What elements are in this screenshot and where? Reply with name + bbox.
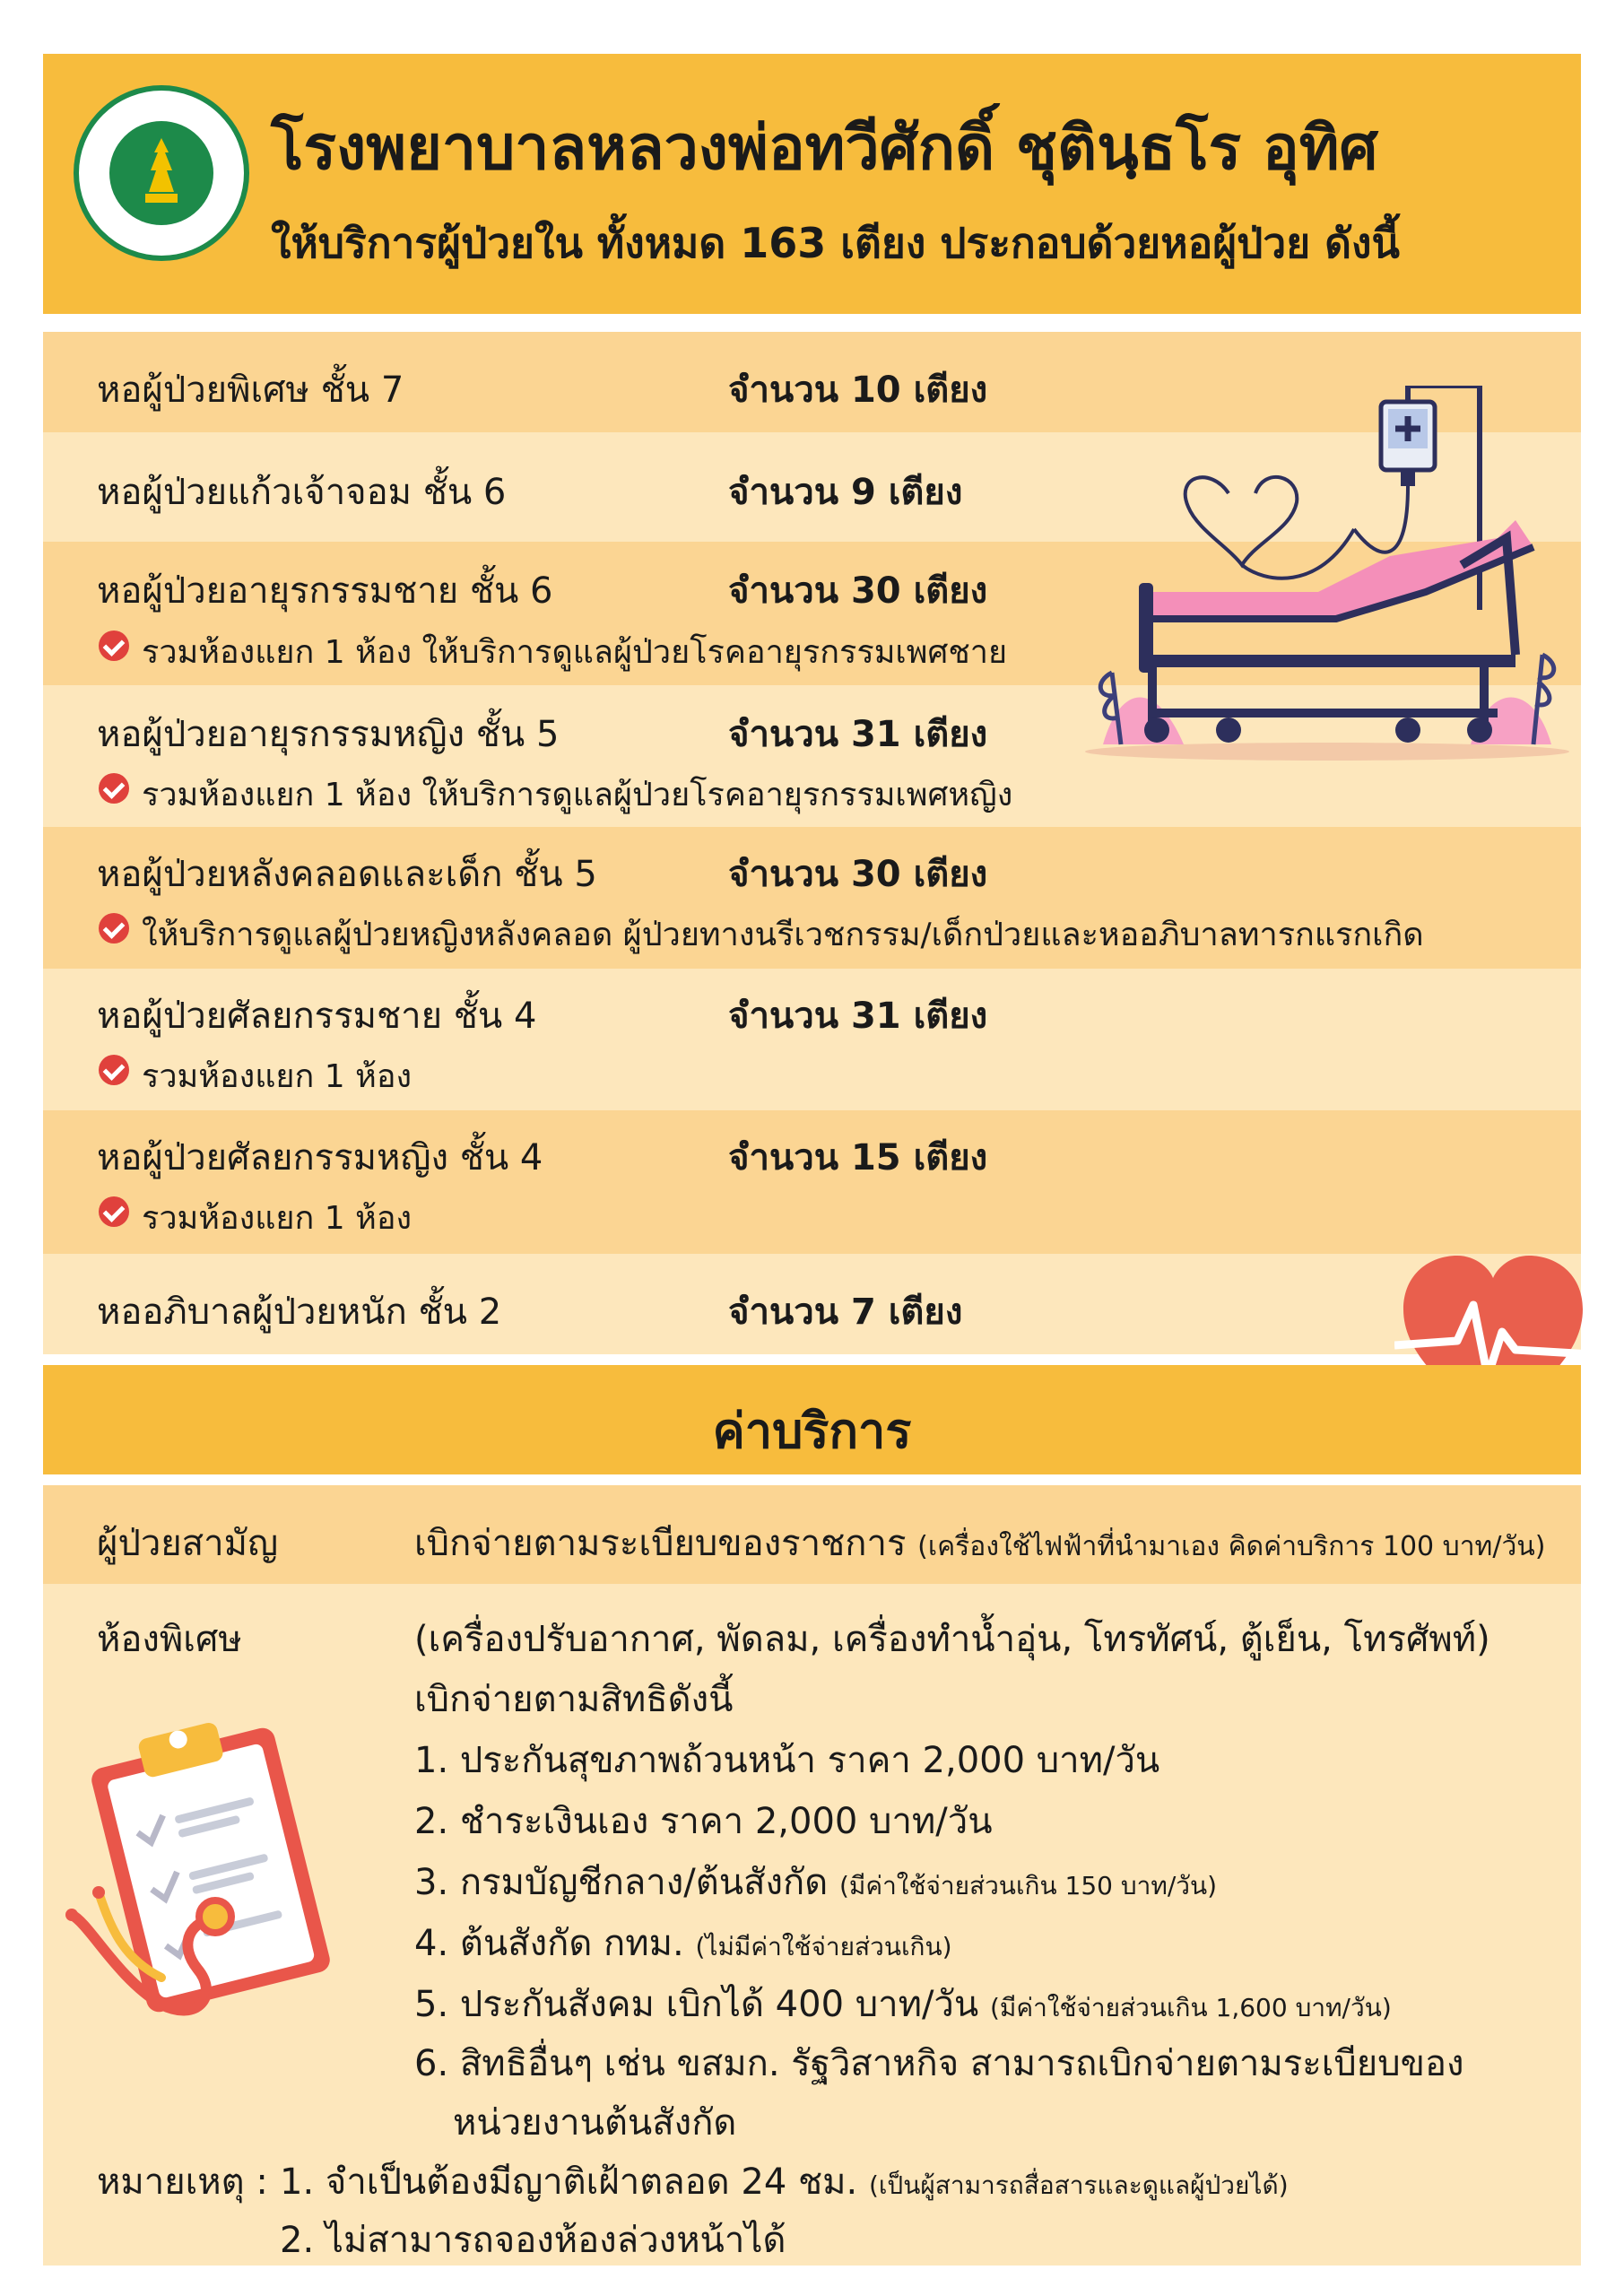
special-item-text: 3. กรมบัญชีกลาง/ต้นสังกัด [414, 1862, 829, 1903]
remark-1 [280, 2152, 1289, 2210]
check-circle-icon [99, 773, 129, 804]
fees-title: ค่าบริการ [712, 1403, 912, 1459]
hospital-title: โรงพยาบาลหลวงพ่อทวีศักดิ์ ชุตินฺธโร อุทิศ [271, 113, 1378, 184]
hospital-emblem-icon [133, 135, 190, 210]
special-intro: เบิกจ่ายตามสิทธิดังนี้ [414, 1679, 734, 1720]
ward-note: รวมห้องแยก 1 ห้อง [142, 1200, 413, 1237]
ward-count: จำนวน 31 เตียง [728, 714, 988, 755]
special-item-small: (ไม่มีค่าใช้จ่ายส่วนเกิน) [695, 1932, 952, 1961]
special-item-small: (มีค่าใช้จ่ายส่วนเกิน 150 บาท/วัน) [838, 1871, 1218, 1900]
ward-name: หอผู้ป่วยหลังคลอดและเด็ก ชั้น 5 [97, 854, 597, 895]
check-circle-icon [99, 631, 129, 661]
check-circle-icon [99, 1196, 129, 1227]
hospital-subtitle: ให้บริการผู้ป่วยใน ทั้งหมด 163 เตียง ประกอบด้วยหอผู้ป่วย ดังนี้ [271, 219, 1400, 267]
ward-note: รวมห้องแยก 1 ห้อง ให้บริการดูแลผู้ป่วยโรคอายุรกรรมเพศชาย [142, 634, 1008, 671]
special-item-4 [414, 1914, 952, 1971]
special-item-6-cont: หน่วยงานต้นสังกัด [453, 2102, 737, 2144]
special-item-small: (มีค่าใช้จ่ายส่วนเกิน 1,600 บาท/วัน) [989, 1993, 1392, 2022]
general-text [414, 1514, 1546, 1571]
ward-name: หออภิบาลผู้ป่วยหนัก ชั้น 2 [97, 1292, 502, 1333]
ward-note: ให้บริการดูแลผู้ป่วยหญิงหลังคลอด ผู้ป่วยทางนรีเวชกรรม/เด็กป่วยและหออภิบาลทารกแรกเกิด [142, 917, 1424, 953]
ward-note: รวมห้องแยก 1 ห้อง ให้บริการดูแลผู้ป่วยโรคอายุรกรรมเพศหญิง [142, 777, 1013, 813]
ward-name: หอผู้ป่วยอายุรกรรมหญิง ชั้น 5 [97, 714, 560, 755]
special-item-1 [414, 1731, 1159, 1788]
special-item-text: 2. ชำระเงินเอง ราคา 2,000 บาท/วัน [414, 1801, 993, 1842]
remark-2: 2. ไม่สามารถจองห้องล่วงหน้าได้ [280, 2220, 786, 2261]
check-circle-icon [99, 913, 129, 944]
ward-name: หอผู้ป่วยแก้วเจ้าจอม ชั้น 6 [97, 472, 507, 513]
ward-name: หอผู้ป่วยศัลยกรรมหญิง ชั้น 4 [97, 1137, 543, 1178]
general-label: ผู้ป่วยสามัญ [97, 1523, 279, 1564]
special-item-5 [414, 1975, 1392, 2032]
ward-name: หอผู้ป่วยศัลยกรรมชาย ชั้น 4 [97, 996, 537, 1037]
ward-count: จำนวน 30 เตียง [728, 570, 988, 612]
ward-count: จำนวน 7 เตียง [728, 1292, 963, 1333]
special-item-text: 6. สิทธิอื่นๆ เช่น ขสมก. รัฐวิสาหกิจ สามารถเบิกจ่ายตามระเบียบของ [414, 2043, 1464, 2084]
general-text-main: เบิกจ่ายตามระเบียบของราชการ [414, 1523, 907, 1564]
remark-1-text: 1. จำเป็นต้องมีญาติเฝ้าตลอด 24 ชม. [280, 2161, 858, 2203]
ward-count: จำนวน 10 เตียง [728, 370, 988, 411]
ward-count: จำนวน 31 เตียง [728, 996, 988, 1037]
hospital-bed-icon [1085, 386, 1569, 771]
remarks-label: หมายเหตุ : [97, 2161, 268, 2203]
special-amenities: (เครื่องปรับอากาศ, พัดลม, เครื่องทำน้ำอุ่น, โทรทัศน์, ตู้เย็น, โทรศัพท์) [414, 1619, 1490, 1660]
special-item-3 [414, 1853, 1217, 1910]
ward-count: จำนวน 9 เตียง [728, 472, 963, 513]
ward-name: หอผู้ป่วยอายุรกรรมชาย ชั้น 6 [97, 570, 553, 612]
special-item-text: 5. ประกันสังคม เบิกได้ 400 บาท/วัน [414, 1984, 979, 2025]
ward-name: หอผู้ป่วยพิเศษ ชั้น 7 [97, 370, 404, 411]
ward-note: รวมห้องแยก 1 ห้อง [142, 1058, 413, 1095]
check-circle-icon [99, 1055, 129, 1085]
ward-count: จำนวน 15 เตียง [728, 1137, 988, 1178]
special-item-text: 4. ต้นสังกัด กทม. [414, 1923, 684, 1964]
general-text-small: (เครื่องใช้ไฟฟ้าที่นำมาเอง คิดค่าบริการ 100 บาท/วัน) [917, 1531, 1546, 1562]
special-label: ห้องพิเศษ [97, 1619, 242, 1660]
clipboard-stethoscope-icon [63, 1709, 359, 2031]
special-item-2 [414, 1792, 993, 1849]
special-item-text: 1. ประกันสุขภาพถ้วนหน้า ราคา 2,000 บาท/วัน [414, 1740, 1160, 1781]
ward-count: จำนวน 30 เตียง [728, 854, 988, 895]
remark-1-small: (เป็นผู้สามารถสื่อสารและดูแลผู้ป่วยได้) [868, 2170, 1289, 2200]
special-item-6 [414, 2034, 1464, 2092]
